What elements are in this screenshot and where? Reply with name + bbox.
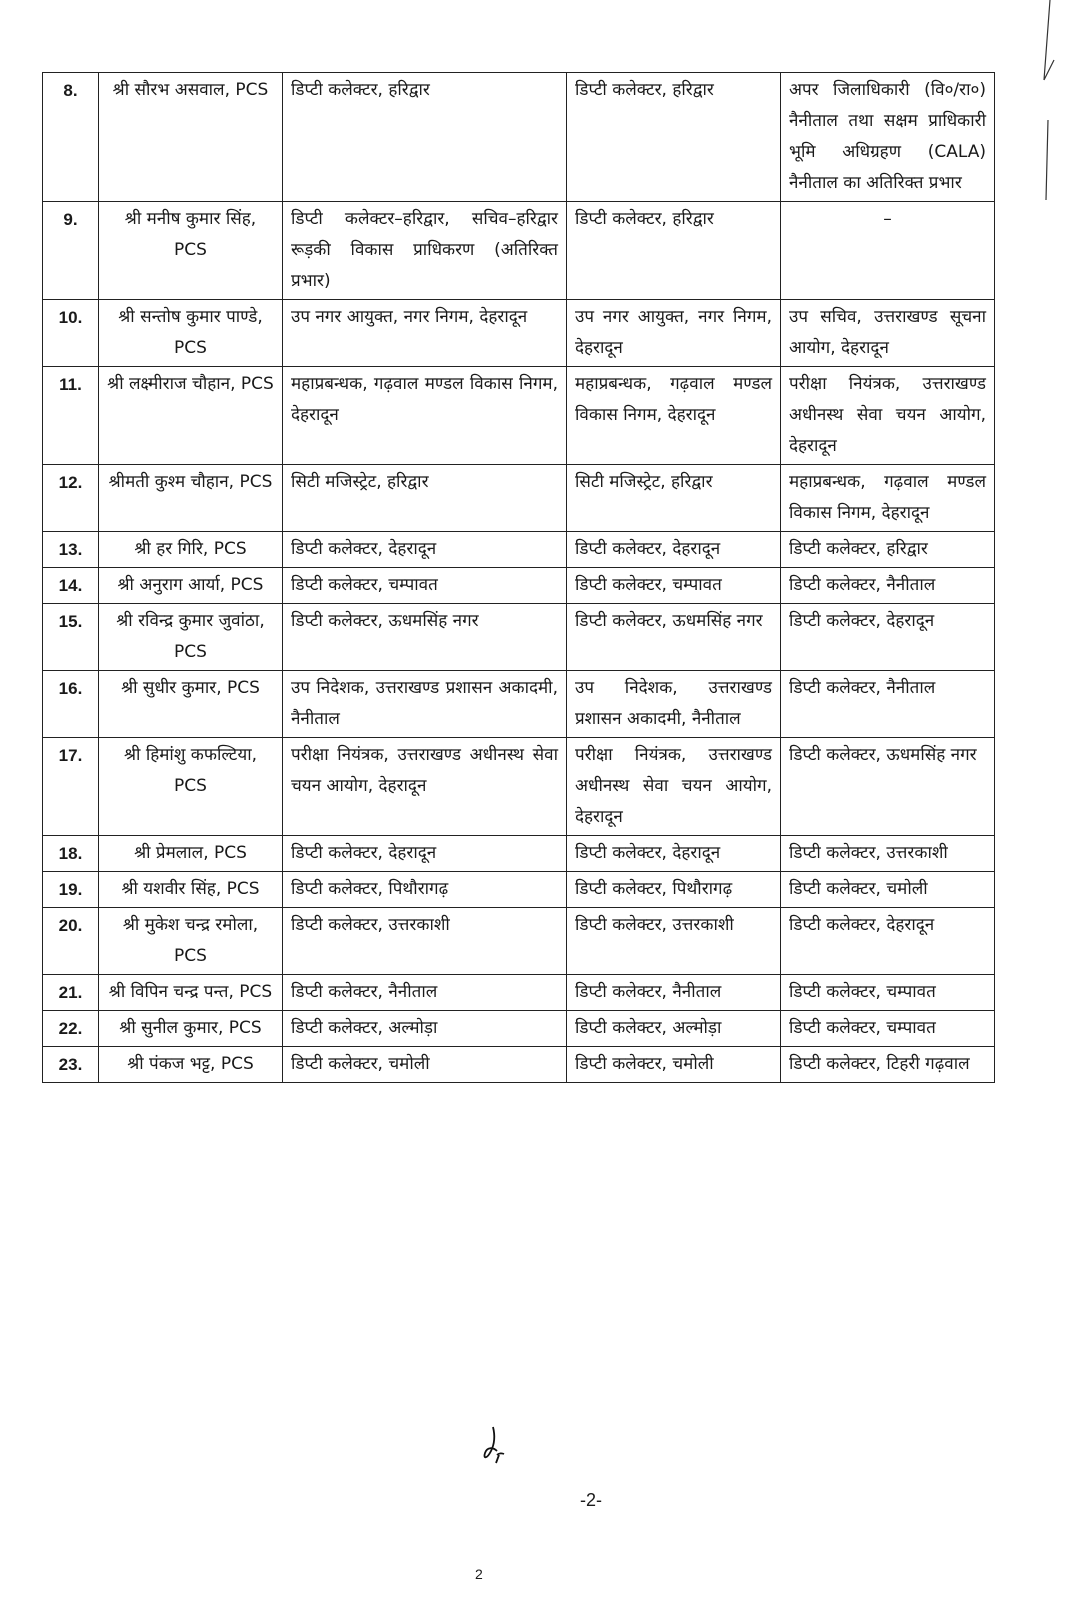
officer-name: श्री पंकज भट्ट, PCS: [99, 1047, 283, 1083]
table-row: [43, 738, 995, 836]
table-row: [43, 568, 995, 604]
officer-name: श्री मुकेश चन्द्र रमोला, PCS: [99, 908, 283, 975]
new-posting: परीक्षा नियंत्रक, उत्तराखण्ड अधीनस्थ सेवा चयन आयोग, देहरादून: [781, 367, 995, 465]
serial-number: 11.: [43, 367, 99, 465]
serial-number: 23.: [43, 1047, 99, 1083]
retained-posting: डिप्टी कलेक्टर, देहरादून: [567, 836, 781, 872]
officer-name: श्री हर गिरि, PCS: [99, 532, 283, 568]
table-row: [43, 73, 995, 202]
serial-number: 9.: [43, 202, 99, 300]
transfer-table: [42, 72, 995, 1083]
retained-posting: डिप्टी कलेक्टर, पिथौरागढ़: [567, 872, 781, 908]
serial-number: 20.: [43, 908, 99, 975]
current-posting: डिप्टी कलेक्टर, हरिद्वार: [283, 73, 567, 202]
new-posting: डिप्टी कलेक्टर, चम्पावत: [781, 1011, 995, 1047]
table-row: [43, 604, 995, 671]
current-posting: उप निदेशक, उत्तराखण्ड प्रशासन अकादमी, नैनीताल: [283, 671, 567, 738]
serial-number: 18.: [43, 836, 99, 872]
retained-posting: डिप्टी कलेक्टर, अल्मोड़ा: [567, 1011, 781, 1047]
current-posting: डिप्टी कलेक्टर, पिथौरागढ़: [283, 872, 567, 908]
new-posting: डिप्टी कलेक्टर, उत्तरकाशी: [781, 836, 995, 872]
current-posting: डिप्टी कलेक्टर, देहरादून: [283, 532, 567, 568]
table-row: [43, 465, 995, 532]
transfer-table-body: [43, 73, 995, 1083]
retained-posting: डिप्टी कलेक्टर, नैनीताल: [567, 975, 781, 1011]
handwritten-page-mark: -2-: [580, 1490, 602, 1510]
officer-name: श्री यशवीर सिंह, PCS: [99, 872, 283, 908]
serial-number: 13.: [43, 532, 99, 568]
table-row: [43, 671, 995, 738]
retained-posting: उप नगर आयुक्त, नगर निगम, देहरादून: [567, 300, 781, 367]
retained-posting: डिप्टी कलेक्टर, हरिद्वार: [567, 202, 781, 300]
retained-posting: डिप्टी कलेक्टर, हरिद्वार: [567, 73, 781, 202]
officer-name: श्री अनुराग आर्या, PCS: [99, 568, 283, 604]
officer-name: श्री सुधीर कुमार, PCS: [99, 671, 283, 738]
serial-number: 12.: [43, 465, 99, 532]
new-posting: डिप्टी कलेक्टर, नैनीताल: [781, 671, 995, 738]
table-row: [43, 1047, 995, 1083]
new-posting: डिप्टी कलेक्टर, चम्पावत: [781, 975, 995, 1011]
table-row: [43, 367, 995, 465]
table-row: [43, 872, 995, 908]
serial-number: 19.: [43, 872, 99, 908]
table-row: [43, 532, 995, 568]
serial-number: 22.: [43, 1011, 99, 1047]
new-posting: डिप्टी कलेक्टर, नैनीताल: [781, 568, 995, 604]
current-posting: परीक्षा नियंत्रक, उत्तराखण्ड अधीनस्थ सेवा चयन आयोग, देहरादून: [283, 738, 567, 836]
new-posting: डिप्टी कलेक्टर, हरिद्वार: [781, 532, 995, 568]
new-posting: डिप्टी कलेक्टर, टिहरी गढ़वाल: [781, 1047, 995, 1083]
officer-name: श्री सन्तोष कुमार पाण्डे, PCS: [99, 300, 283, 367]
retained-posting: डिप्टी कलेक्टर, देहरादून: [567, 532, 781, 568]
retained-posting: डिप्टी कलेक्टर, चमोली: [567, 1047, 781, 1083]
table-row: [43, 836, 995, 872]
current-posting: सिटी मजिस्ट्रेट, हरिद्वार: [283, 465, 567, 532]
retained-posting: डिप्टी कलेक्टर, ऊधमसिंह नगर: [567, 604, 781, 671]
officer-name: श्री सौरभ असवाल, PCS: [99, 73, 283, 202]
officer-name: श्री हिमांशु कफल्टिया, PCS: [99, 738, 283, 836]
retained-posting: उप निदेशक, उत्तराखण्ड प्रशासन अकादमी, नैनीताल: [567, 671, 781, 738]
current-posting: डिप्टी कलेक्टर, देहरादून: [283, 836, 567, 872]
serial-number: 16.: [43, 671, 99, 738]
table-row: [43, 202, 995, 300]
current-posting: महाप्रबन्धक, गढ़वाल मण्डल विकास निगम, देहरादून: [283, 367, 567, 465]
table-row: [43, 908, 995, 975]
current-posting: डिप्टी कलेक्टर, उत्तरकाशी: [283, 908, 567, 975]
current-posting: डिप्टी कलेक्टर, चम्पावत: [283, 568, 567, 604]
table-row: [43, 975, 995, 1011]
serial-number: 8.: [43, 73, 99, 202]
serial-number: 17.: [43, 738, 99, 836]
signature-initials: [475, 1425, 515, 1465]
table-row: [43, 1011, 995, 1047]
margin-edge-mark: [1040, 0, 1072, 230]
new-posting: डिप्टी कलेक्टर, देहरादून: [781, 908, 995, 975]
new-posting: डिप्टी कलेक्टर, चमोली: [781, 872, 995, 908]
officer-name: श्री सुनील कुमार, PCS: [99, 1011, 283, 1047]
officer-name: श्री विपिन चन्द्र पन्त, PCS: [99, 975, 283, 1011]
officer-name: श्री मनीष कुमार सिंह, PCS: [99, 202, 283, 300]
new-posting: महाप्रबन्धक, गढ़वाल मण्डल विकास निगम, देहरादून: [781, 465, 995, 532]
current-posting: डिप्टी कलेक्टर, नैनीताल: [283, 975, 567, 1011]
current-posting: डिप्टी कलेक्टर, अल्मोड़ा: [283, 1011, 567, 1047]
retained-posting: महाप्रबन्धक, गढ़वाल मण्डल विकास निगम, देहरादून: [567, 367, 781, 465]
officer-name: श्री प्रेमलाल, PCS: [99, 836, 283, 872]
current-posting: डिप्टी कलेक्टर, चमोली: [283, 1047, 567, 1083]
table-row: [43, 300, 995, 367]
serial-number: 15.: [43, 604, 99, 671]
officer-name: श्रीमती कुश्म चौहान, PCS: [99, 465, 283, 532]
officer-name: श्री लक्ष्मीराज चौहान, PCS: [99, 367, 283, 465]
page-number: 2: [475, 1566, 483, 1582]
serial-number: 21.: [43, 975, 99, 1011]
retained-posting: परीक्षा नियंत्रक, उत्तराखण्ड अधीनस्थ सेवा चयन आयोग, देहरादून: [567, 738, 781, 836]
new-posting: डिप्टी कलेक्टर, देहरादून: [781, 604, 995, 671]
new-posting: –: [781, 202, 995, 300]
officer-name: श्री रविन्द्र कुमार जुवांठा, PCS: [99, 604, 283, 671]
retained-posting: डिप्टी कलेक्टर, उत्तरकाशी: [567, 908, 781, 975]
retained-posting: सिटी मजिस्ट्रेट, हरिद्वार: [567, 465, 781, 532]
serial-number: 10.: [43, 300, 99, 367]
new-posting: डिप्टी कलेक्टर, ऊधमसिंह नगर: [781, 738, 995, 836]
new-posting: उप सचिव, उत्तराखण्ड सूचना आयोग, देहरादून: [781, 300, 995, 367]
current-posting: डिप्टी कलेक्टर, ऊधमसिंह नगर: [283, 604, 567, 671]
serial-number: 14.: [43, 568, 99, 604]
new-posting: अपर जिलाधिकारी (वि०/रा०) नैनीताल तथा सक्षम प्राधिकारी भूमि अधिग्रहण (CALA) नैनीताल का अतिरिक्त प्रभार: [781, 73, 995, 202]
current-posting: डिप्टी कलेक्टर–हरिद्वार, सचिव–हरिद्वार रूड़की विकास प्राधिकरण (अतिरिक्त प्रभार): [283, 202, 567, 300]
current-posting: उप नगर आयुक्त, नगर निगम, देहरादून: [283, 300, 567, 367]
retained-posting: डिप्टी कलेक्टर, चम्पावत: [567, 568, 781, 604]
